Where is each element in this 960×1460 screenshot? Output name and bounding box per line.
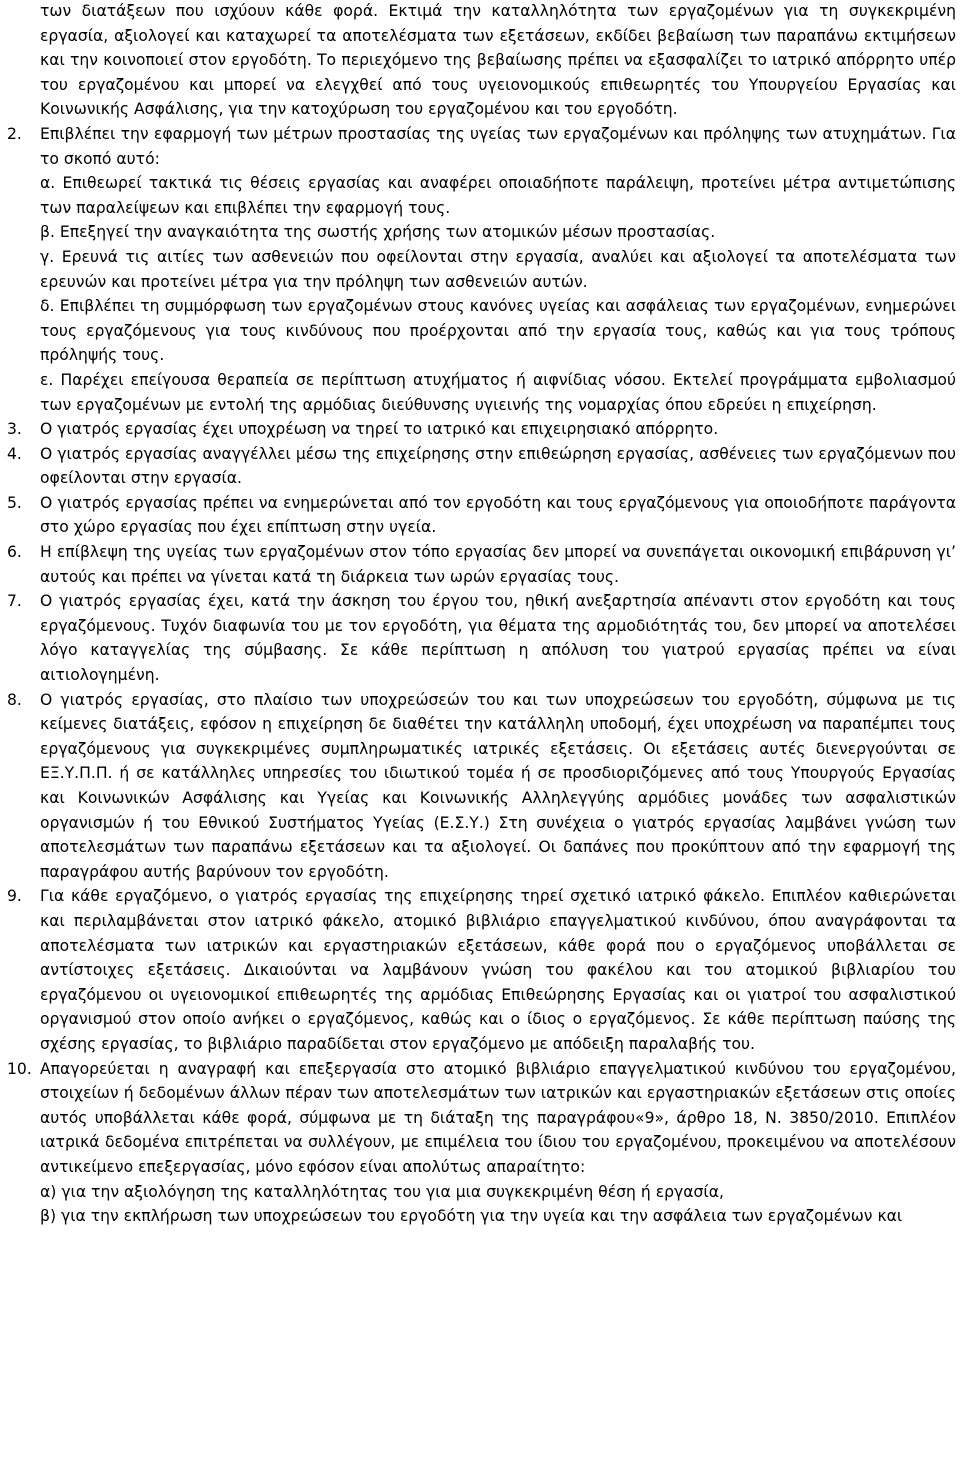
item-text: Επιβλέπει την εφαρμογή των μέτρων προστασίας της υγείας των εργαζομένων και πρόληψης των ατυχημάτων. Για το σκοπό αυτό:: [40, 124, 956, 168]
item-number: 6.: [7, 543, 22, 562]
item-number: 5.: [7, 493, 22, 512]
sub-item-b: β. Επεξηγεί την αναγκαιότητα της σωστής χρήσης των ατομικών μέσων προστασίας.: [40, 223, 716, 242]
item-text: Απαγορεύεται η αναγραφή και επεξεργασία στο ατομικό βιβλιάριο επαγγελματικού κινδύνου του εργαζομένου, στοιχείων ή δεδομένων άλλων πέραν των αποτελεσμάτων των ιατρικών και εργαστηριακών εξετάσεων στις οποίες αυτός υποβάλλεται κάθε φορά, σύμφωνα με τη διάταξη της παραγράφου«9», άρθρο 18, Ν. 3850/2010. Επιπλέον ιατρικά δεδομένα επιτρέπεται να συλλέγουν, με επιμέλεια του ίδιου του εργαζομένου, προκειμένου να αποτελέσουν αντικείμενο επεξεργασίας, μόνο εφόσον είναι απολύτως απαραίτητο:: [40, 1059, 956, 1176]
item-text: Ο γιατρός εργασίας, στο πλαίσιο των υποχρεώσεών του και των υποχρεώσεων του εργοδότη, σύμφωνα με τις κείμενες διατάξεις, εφόσον η επιχείρηση δε διαθέτει την κατάλληλη υποδομή, έχει υποχρέωση να παραπέμπει τους εργαζόμενους για συγκεκριμένες συμπληρωματικές ιατρικές εξετάσεις. Οι εξετάσεις αυτές διενεργούνται σε ΕΞ.Υ.Π.Π. ή σε κατάλληλες υπηρεσίες του ιδιωτικού τομέα ή σε προσδιοριζόμενες από τους Υπουργούς Εργασίας και Κοινωνικών Ασφάλισης και Υγείας και Κοινωνικής Αλληλεγγύης αρμόδιες μονάδες των ασφαλιστικών οργανισμών ή του Εθνικού Συστήματος Υγείας (Ε.Σ.Υ.) Στη συνέχεια ο γιατρός εργασίας λαμβάνει γνώση των αποτελεσμάτων των παραπάνω εξετάσεων και τα αξιολογεί. Οι δαπάνες που προκύπτουν από την εφαρμογή της παραγράφου αυτής βαρύνουν τον εργοδότη.: [40, 690, 956, 881]
item-number: 7.: [7, 592, 22, 611]
sub-item-10-a: α) για την αξιολόγηση της καταλληλότητας του για μια συγκεκριμένη θέση ή εργασία,: [40, 1182, 724, 1201]
item-text: Ο γιατρός εργασίας πρέπει να ενημερώνεται από τον εργοδότη και τους εργαζόμενους για οποιοδήποτε παράγοντα στο χώρο εργασίας που έχει επίπτωση στην υγεία.: [40, 493, 956, 537]
item-number: 3.: [7, 420, 22, 439]
sub-item-d: δ. Επιβλέπει τη συμμόρφωση των εργαζομένων στους κανόνες υγείας και ασφάλειας των εργαζομένων, ενημερώνει τους εργαζόμενους για τους κινδύνους που προέρχονται από την εργασία τους, καθώς και για τους τρόπους πρόληψής τους.: [40, 297, 956, 365]
item-text: Για κάθε εργαζόμενο, ο γιατρός εργασίας της επιχείρησης τηρεί σχετικό ιατρικό φάκελο. Επιπλέον καθιερώνεται και περιλαμβάνεται στον ιατρικό φάκελο, ατομικό βιβλιάριο επαγγελματικού κινδύνου, όπου αναγράφονται τα αποτελέσματα των ιατρικών και εργαστηριακών εξετάσεων, κάθε φορά που ο εργαζόμενος υποβάλλεται σε αντίστοιχες εξετάσεις. Δικαιούνται να λαμβάνουν γνώση του φακέλου και του ατομικού βιβλιαρίου του εργαζόμενου οι υγειονομικοί επιθεωρητές της αρμόδιας Επιθεώρησης Εργασίας και οι γιατροί του ασφαλιστικού οργανισμού στον οποίο ανήκει ο εργαζόμενος, καθώς και ο ίδιος ο εργαζόμενος. Σε κάθε περίπτωση παύσης της σχέσης εργασίας, το βιβλιάριο παραδίδεται στον εργαζόμενο με απόδειξη παραλαβής του.: [40, 887, 956, 1053]
item-number: 2.: [7, 124, 22, 143]
item-text: Ο γιατρός εργασίας έχει υποχρέωση να τηρεί το ιατρικό και επιχειρησιακό απόρρητο.: [40, 420, 719, 439]
item-number: 10.: [7, 1059, 32, 1078]
sub-item-10-b: β) για την εκπλήρωση των υποχρεώσεων του εργοδότη για την υγεία και την ασφάλεια των εργαζομένων και: [40, 1207, 903, 1226]
sub-item-e: ε. Παρέχει επείγουσα θεραπεία σε περίπτωση ατυχήματος ή αιφνίδιας νόσου. Εκτελεί προγράμματα εμβολιασμού των εργαζομένων με εντολή της αρμόδιας διεύθυνσης υγιεινής της νομαρχίας όπου εδρεύει η επιχείρηση.: [40, 370, 956, 414]
list-item-9: [7, 884, 956, 1056]
item-text: Ο γιατρός εργασίας έχει, κατά την άσκηση του έργου του, ηθική ανεξαρτησία απέναντι στον εργοδότη και τους εργαζόμενους. Τυχόν διαφωνία του με τον εργοδότη, για θέματα της αρμοδιότητάς του, δεν μπορεί να αποτελέσει λόγο καταγγελίας της σύμβασης. Σε κάθε περίπτωση η απόλυση του γιατρού εργασίας πρέπει να είναι αιτιολογημένη.: [40, 592, 956, 685]
list-item-7: [7, 589, 956, 687]
item-number: 9.: [7, 887, 22, 906]
list-item-6: [7, 540, 956, 589]
item-text: Ο γιατρός εργασίας αναγγέλλει μέσω της επιχείρησης στην επιθεώρηση εργασίας, ασθένειες των εργαζόμενων που οφείλονται στην εργασία.: [40, 444, 956, 488]
list-item-5: [7, 491, 956, 540]
list-item-3: [7, 417, 956, 442]
item-text: Η επίβλεψη της υγείας των εργαζομένων στον τόπο εργασίας δεν μπορεί να συνεπάγεται οικονομική επιβάρυνση γι’ αυτούς και πρέπει να γίνεται κατά τη διάρκεια των ωρών εργασίας τους.: [40, 543, 956, 586]
item-number: 8.: [7, 690, 22, 709]
sub-item-c: γ. Ερευνά τις αιτίες των ασθενειών που οφείλονται στην εργασία, αναλύει και αξιολογεί τα αποτελέσματα των ερευνών και προτείνει μέτρα για την πρόληψη των ασθενειών αυτών.: [40, 247, 956, 291]
item-number: 4.: [7, 444, 22, 463]
list-item-4: [7, 442, 956, 491]
sub-item-a: α. Επιθεωρεί τακτικά τις θέσεις εργασίας και αναφέρει οποιαδήποτε παράλειψη, προτείνει μέτρα αντιμετώπισης των παραλείψεων και επιβλέπει την εφαρμογή τους.: [40, 174, 956, 217]
list-item-2: [7, 122, 956, 171]
intro-paragraph: των διατάξεων που ισχύουν κάθε φορά. Εκτιμά την καταλληλότητα των εργαζομένων για τη συγκεκριμένη εργασία, αξιολογεί και καταχωρεί τα αποτελέσματα των εξετάσεων, εκδίδει βεβαίωση των παραπάνω εκτιμήσεων και την κοινοποιεί στον εργοδότη. Το περιεχόμενο της βεβαίωσης πρέπει να εξασφαλίζει το ιατρικό απόρρητο υπέρ του εργαζομένου και μπορεί να ελεγχθεί από τους υγειονομικούς επιθεωρητές του Υπουργείου Εργασίας και Κοινωνικής Ασφάλισης, για την κατοχύρωση του εργαζομένου και του εργοδότη.: [40, 2, 956, 119]
list-item-8: [7, 688, 956, 885]
list-item-10: [7, 1057, 956, 1180]
